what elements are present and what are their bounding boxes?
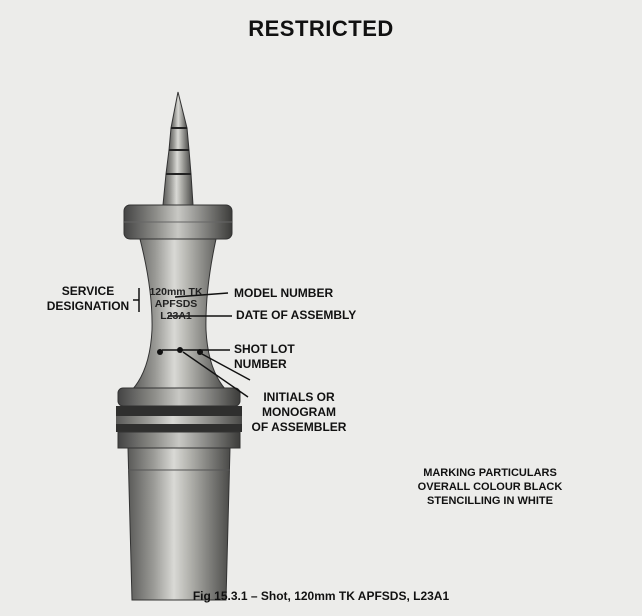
label-shot-lot-line1: SHOT LOT — [234, 342, 295, 356]
figure-caption: Fig 15.3.1 – Shot, 120mm TK APFSDS, L23A1 — [192, 589, 450, 603]
front-collar — [124, 205, 232, 239]
particulars-line1: OVERALL COLOUR BLACK — [417, 481, 563, 493]
marking-particulars — [395, 466, 585, 508]
label-service-line2: DESIGNATION — [46, 299, 130, 313]
particulars-title: MARKING PARTICULARS — [423, 467, 557, 479]
label-service-line1: SERVICE — [61, 284, 115, 298]
shot-tip — [163, 92, 193, 205]
shot-marking-line1: 120mm TK — [149, 286, 203, 298]
shot-marking-text — [140, 286, 212, 322]
shot-marking-line2: APFSDS — [154, 298, 198, 310]
label-service-designation — [38, 284, 138, 314]
shot-marking-line3: L23A1 — [160, 310, 192, 322]
label-initials-line1: INITIALS OR — [263, 390, 335, 404]
page-header: RESTRICTED — [248, 16, 394, 41]
label-initials — [244, 390, 354, 435]
label-date-of-assembly: DATE OF ASSEMBLY — [236, 308, 357, 322]
label-initials-line3: OF ASSEMBLER — [251, 420, 347, 434]
particulars-line2: STENCILLING IN WHITE — [427, 495, 553, 507]
label-shot-lot — [234, 342, 295, 372]
label-initials-line2: MONOGRAM — [262, 405, 336, 419]
driving-band — [116, 388, 242, 448]
tail-section — [128, 448, 230, 600]
label-shot-lot-line2: NUMBER — [234, 357, 287, 371]
label-model-number: MODEL NUMBER — [234, 286, 334, 300]
